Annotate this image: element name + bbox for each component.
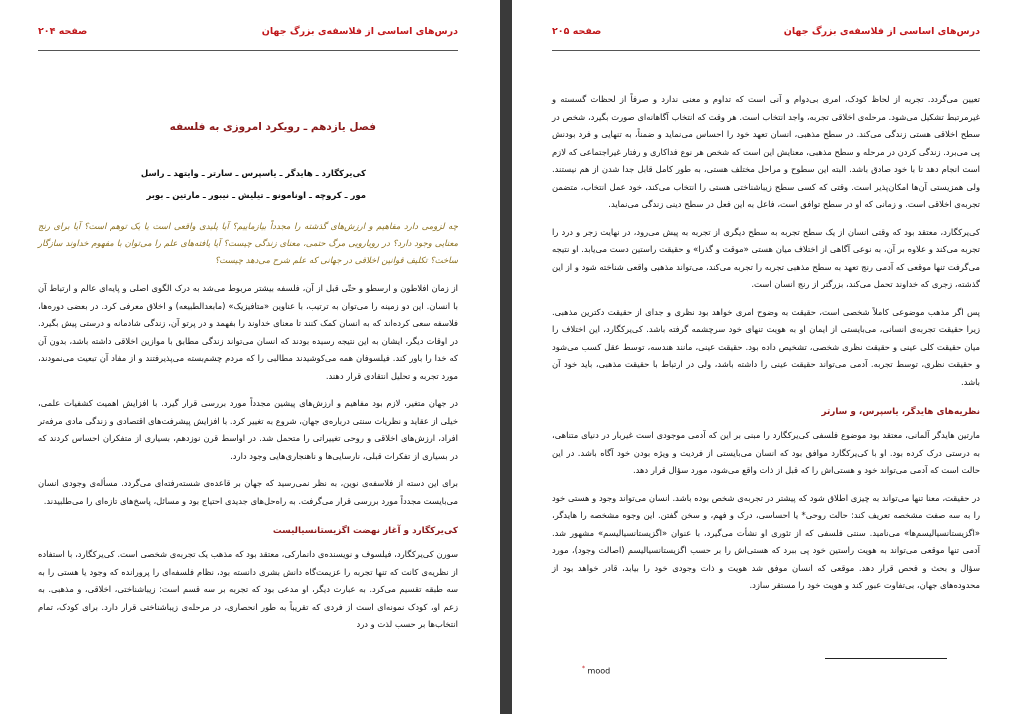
left-paragraph-2: در جهان متغیر، لازم بود مفاهیم و ارزش‌های پیشین مجدداً مورد بررسی قرار گیرد. با افزایش اهمیت کشفیات علمی، خیلی از عقاید و نظریات سنتی درباره‌ی جهان، شروع به تغییر کرد. با افزایش پیشرفت‌های اقتصادی و زندگی مادی مرفه‌تر افراد، ارزش‌های اخلاقی و روحی تغییراتی را متحمل شد. در اواسط قرن نوزدهم، بسیاری از متفکران احساس کردند که در بسیاری از تفکرات قبلی، نارسایی‌ها و ناهنجاری‌هایی وجود دارد. [38,398,458,461]
left-page-header [38,26,458,42]
right-paragraph-3: پس اگر مذهب موضوعی کاملاً شخصی است، حقیقت به وضوح امری خواهد بود نظری و جدای از حقیقت دکترین مذهبی. زیرا حقیقت تجربه‌ی انسانی، می‌بایستی از ایمان او به هویت تنهای خود سرچشمه گرفته باشد. کی‌یرکگارد، این اختلاف را میان حقیقت کلی عینی و حقیقت نظری شخصی، تشخیص داده بود. حقیقت عینی، مانند هندسه، توسط عقل کسب می‌شود و حقیقت نظری، توسط تجربه. آدمی می‌تواند حقیقت عینی را داشته باشد، ولی در ارتباط با حقیقت مذهبی، باید خود آن باشد. [552,306,980,387]
right-paragraph-4: مارتین هایدگر آلمانی، معتقد بود موضوع فلسفی کی‌یرکگارد را مبنی بر این که آدمی موجودی است غیربار در دنیای متناهی، به درستی درک کرده بود. او با کی‌یرکگارد موافق بود که انسان می‌بایستی از فردیت و ویژه بودن خود آگاه باشد. در این حالت است که آدمی می‌تواند خود و هستی‌اش را که قبل از ذات واقع می‌شود، مورد سؤال قرار دهد. [552,430,980,475]
left-book-title: درس‌های اساسی از فلاسفه‌ی بزرگ جهان [261,26,458,37]
right-paragraph-1: تعیین می‌گردد. تجربه از لحاظ کودک، امری بی‌دوام و آنی است که تداوم و معنی ندارد و صرفاً از لحظات گسسته و غیرمرتبط تشکیل می‌شود. مرحله‌ی اخلاقی تجربه، واجد انتخاب است. هر وقت که انتخاب آگاهانه‌ای صورت بگیرد، شخص در سطح اخلاقی هستی زندگی می‌کند. در سطح مذهبی، انسان تعهد خود را احساس می‌نماید و ضمناً، به تنهایی و فرد بودنش پی می‌برد. زندگی کردن در مرحله و سطح مذهبی، معنایش این است که شخص هر نوع فداکاری و رفتار غیراجتماعی که لازم است انجام دهد تا با خود صادق باشد. البته این سطوح و مراحل مختلف هستی، به طور کامل قابل جدا شدن از هم نیستند. ولی همزیستی آن‌ها امکان‌پذیر است. وقتی که کسی سطح زیباشناختی هستی را انتخاب می‌کند، خود عمل انتخاب، متضمن تجربه‌ی اخلاقی است. و زمانی که او در سطح توافق است، فاعل به این فعل در سطح دینی زندگی می‌نماید. [552,94,980,209]
names-line-2: مور ـ کروچه ـ اونامونو ـ تیلیش ـ نیبور ـ مارتین ـ بوبر [146,191,366,201]
right-header-rule [552,50,980,51]
right-book-title: درس‌های اساسی از فلاسفه‌ی بزرگ جهان [783,26,980,37]
left-section-title: کی‌یرکگارد و آغاز نهضت اگزیستانسیالیست [272,526,458,536]
left-paragraph-4: سورن کی‌یرکگارد، فیلسوف و نویسنده‌ی دانمارکی، معتقد بود که مذهب یک تجربه‌ی شخصی است. کی‌یرکگارد، با استفاده از نظریه‌ی کانت که تنها تجربه را عزیمت‌گاه دانش بشری دانسته بود، نظام فلسفه‌ای را پرورانده که وجود یا هستی را به سه طبقه تقسیم می‌کرد. به عبارت دیگر، او مدعی بود که تجربه بر سه قسم است: زیباشناختی، اخلاقی، و مذهبی. به زعم او، کودک نمونه‌ای است از فردی که تقریباً به طور انحصاری، در مرحله‌ی زیباشناختی قرار دارد. برای کودک، تمام انتخاب‌ها بر حسب لذت و درد [38,549,458,629]
chapter-title: فصل یازدهم ـ رویکرد امروزی به فلسفه [169,121,376,133]
footnote-mark: * [582,665,585,672]
philosopher-names [38,163,458,207]
names-line-1: کی‌یرکگارد ـ هایدگر ـ یاسپرس ـ سارتر ـ وایتهد ـ راسل [140,169,366,179]
left-paragraph-1: از زمان افلاطون و ارسطو و حتّی قبل از آن، فلسفه بیشتر مربوط می‌شد به درک الگوی اصلی و پایه‌ای عالم و ارتباط آن با انسان. این دو زمینه را می‌توان به ترتیب، با عناوین «متافیزیک» (مابعدالطبیعه) و اخلاق معرفی کرد. در بعضی دوره‌ها، فلاسفه سعی کرده‌اند که به انسان کمک کنند تا معنای خداوند را بفهمد و در پرتو آن، زندگی شادمانه و درستی پیش بگیرد. در اوقات دیگر، ایشان به این نتیجه رسیده بودند که انسان می‌تواند زندگی مطابق با موازین اخلاقی داشته باشد، بدون آن که خدا را باور کند. فیلسوفان همه می‌کوشیدند مطالبی را که مردم چشم‌بسته می‌پذیرفتند و از مفاد آن تبعیت می‌نمودند، مورد تجربه و تحلیل انتقادی قرار دهند. [38,283,458,381]
footnote-text: mood [587,666,611,676]
left-page [0,0,500,714]
footnote-rule [825,658,947,659]
footnote [582,665,610,676]
page-gutter [500,0,512,714]
right-paragraph-5: در حقیقت، معنا تنها می‌تواند به چیزی اطلاق شود که پیشتر در تجربه‌ی شخص بوده باشد. انسان می‌تواند وجود و هستی خود را به سه صفت مشخصه تعریف کند: حالت روحی* یا احساسی، درک و فهم، و سخن گفتن. این وجوه مشخصه را هایدگر، «اگزیستانسیالیسم‌ها» می‌نامید. سنتی فلسفی که از تئوری او نشأت می‌گیرد، با عنوان «اگزیستانسیالیسم» مشهور شد. آدمی تنها موقعی می‌تواند به هویت راستین خود پی ببرد که هستی‌اش را بر حسب اگزیستانسیالیسم (اصالت وجود)، مورد سؤال و بحث و فحص قرار دهد. موقعی که انسان موفق شد هویت و ذات وجودی خود را بیابد، قادر خواهد بود از محدوده‌های جهان، بی‌تفاوت عبور کند و هویت خود را مستقر سازد. [552,492,980,590]
right-page [512,0,1024,714]
left-header-rule [38,50,458,51]
right-page-header [552,26,980,42]
right-paragraph-2: کی‌یرکگارد، معتقد بود که وقتی انسان از یک سطح تجربه به سطح دیگری از تجربه به پیش می‌رود، در نهایت زجر و درد را تجربه می‌کند و علاوه بر آن، به نوعی آگاهی از اختلاف میان هستی «موقت و گذرا» و حقیقت راستین دست می‌یابد. او نتیجه می‌گرفت تنها موقعی که آدمی رنج تعهد به سطح مذهبی تجربه را تجربه می‌کند، می‌تواند مذهبی واقعی شناخته شود و از این گذشته، زجری که خداوند تحمل می‌کند، بزرگتر از رنج انسان است. [552,226,980,289]
right-section-title: نظریه‌های هایدگر، یاسپرس، و سارتر [821,407,980,417]
left-paragraph-3: برای این دسته از فلاسفه‌ی نوین، به نظر نمی‌رسید که جهان بر قاعده‌ی شسته‌رفته‌ای می‌گردد. مسأله‌ی وجودی انسان می‌بایست مجدداً مورد بررسی قرار می‌گرفت. به راه‌حل‌های جدیدی احتیاج بود و مسائل، پاسخ‌های تازه‌ای را می‌طلبیدند. [38,478,458,506]
left-page-number: صفحه ۲۰۴ [38,26,88,37]
right-page-number: صفحه ۲۰۵ [552,26,602,37]
chapter-intro-questions: چه لزومی دارد مفاهیم و ارزش‌های گذشته را مجدداً بیازماییم؟ آیا پلیدی واقعی است یا یک توهم است؟ آیا برای رنج معنایی وجود دارد؟ در رویارویی مرگ حتمی، معنای زندگی چیست؟ آیا یافته‌های علم را می‌توان با مفهوم خداوند سازگار ساخت؟ تکلیف قوانین اخلاقی در جهانی که علم شرح می‌دهد چیست؟ [38,222,458,266]
